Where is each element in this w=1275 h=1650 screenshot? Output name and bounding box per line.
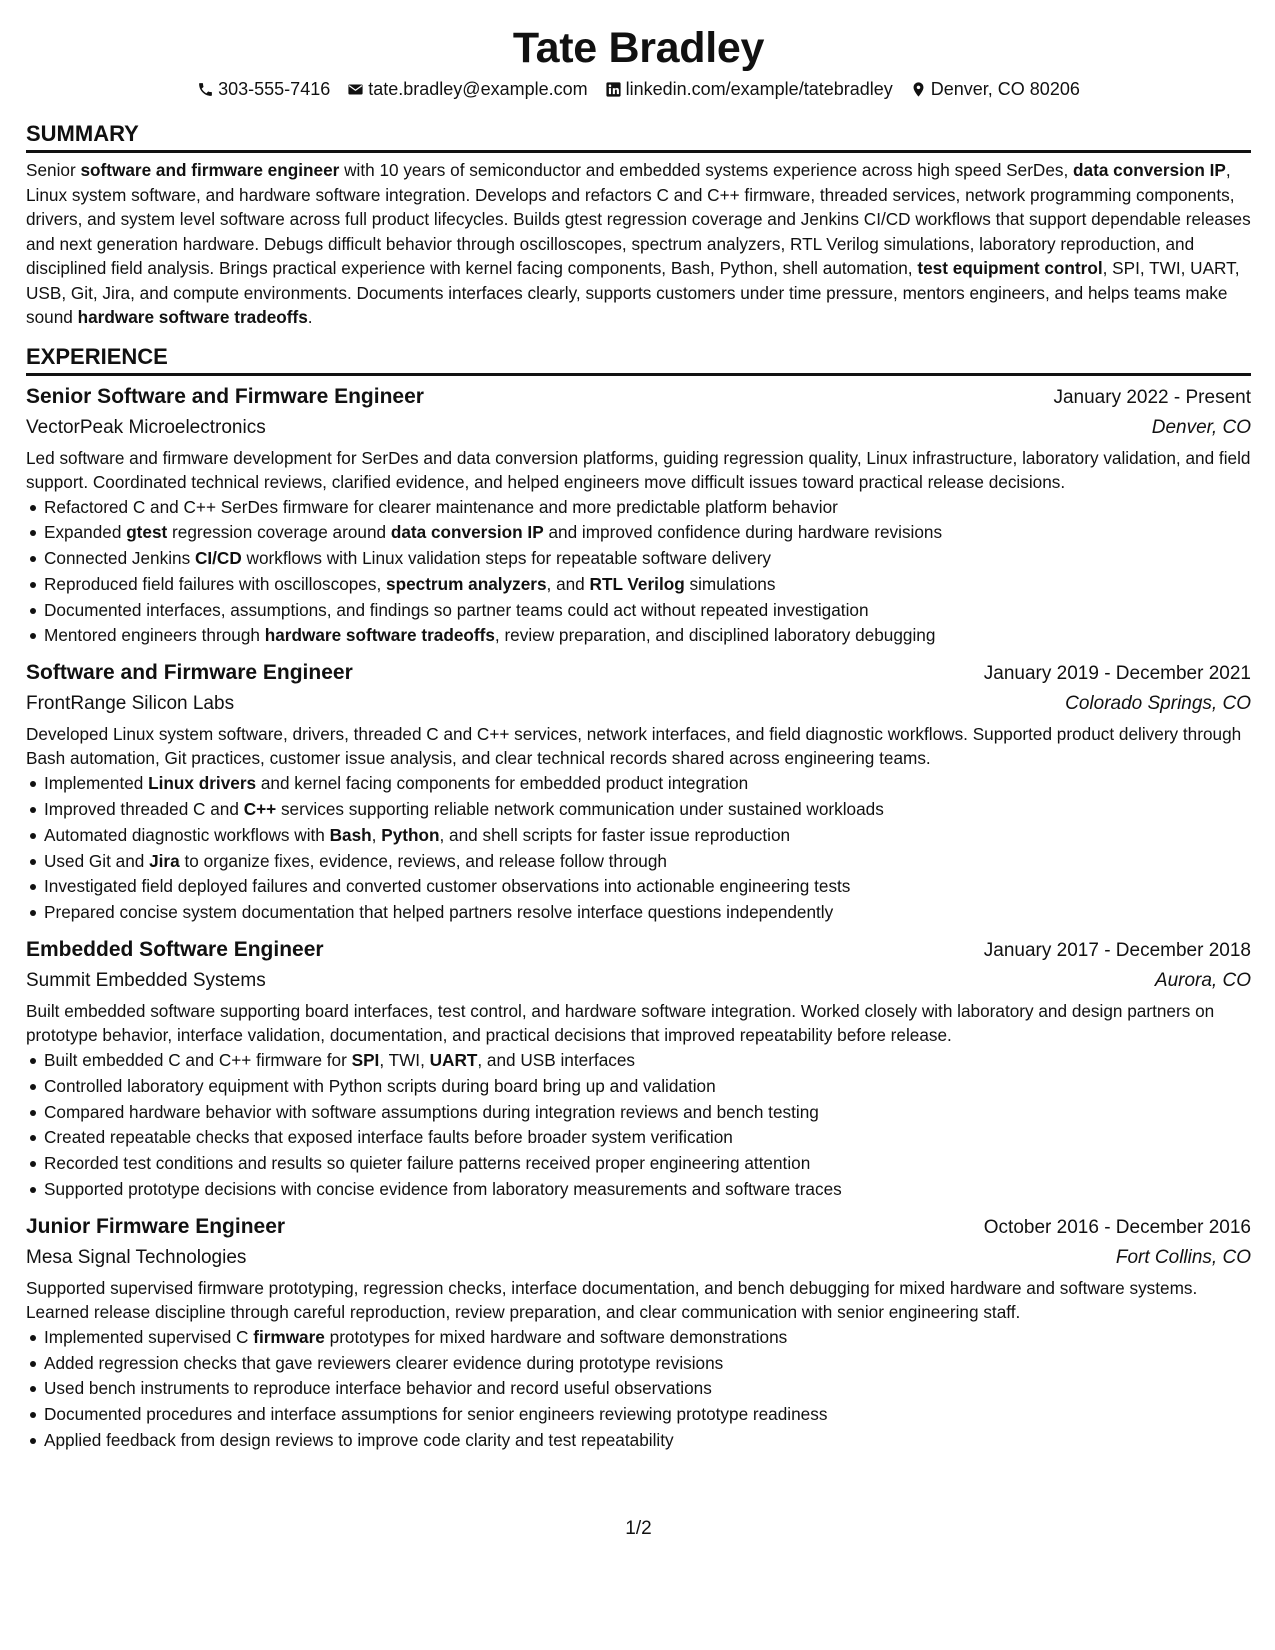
bullet-item: Controlled laboratory equipment with Python scripts during board bring up and validation	[26, 1074, 1251, 1100]
bullet-item: Reproduced field failures with oscilloscopes, spectrum analyzers, and RTL Verilog simulations	[26, 572, 1251, 598]
envelope-icon	[347, 81, 364, 98]
job-company: Mesa Signal Technologies	[26, 1246, 247, 1268]
job-company: FrontRange Silicon Labs	[26, 693, 235, 715]
bullet-item: Created repeatable checks that exposed interface faults before broader system verification	[26, 1125, 1251, 1151]
linkedin-icon	[605, 81, 622, 98]
job-dates: January 2017 - December 2018	[983, 940, 1251, 962]
bullet-item: Used Git and Jira to organize fixes, evidence, reviews, and release follow through	[26, 849, 1251, 875]
bullet-item: Built embedded C and C++ firmware for SPI, TWI, UART, and USB interfaces	[26, 1048, 1251, 1074]
job-location: Denver, CO	[1151, 416, 1251, 438]
bullet-item: Added regression checks that gave reviewers clearer evidence during prototype revisions	[26, 1351, 1251, 1377]
bullet-item: Expanded gtest regression coverage around data conversion IP and improved confidence during hardware revisions	[26, 520, 1251, 546]
job-dates: October 2016 - December 2016	[983, 1216, 1251, 1238]
experience-list	[26, 382, 1251, 1454]
bullet-item: Documented procedures and interface assumptions for senior engineers reviewing prototype readiness	[26, 1402, 1251, 1428]
job-subheader	[26, 1243, 1251, 1273]
bullet-item: Compared hardware behavior with software assumptions during integration reviews and bench testing	[26, 1100, 1251, 1126]
bullet-item: Implemented Linux drivers and kernel facing components for embedded product integration	[26, 771, 1251, 797]
job-company: Summit Embedded Systems	[26, 970, 266, 992]
bullet-item: Connected Jenkins CI/CD workflows with Linux validation steps for repeatable software delivery	[26, 546, 1251, 572]
bullet-item: Implemented supervised C firmware prototypes for mixed hardware and software demonstrations	[26, 1325, 1251, 1351]
map-pin-icon	[910, 81, 927, 98]
contact-linkedin[interactable]	[605, 77, 893, 101]
bullet-item: Applied feedback from design reviews to improve code clarity and test repeatability	[26, 1428, 1251, 1454]
bullet-item: Refactored C and C++ SerDes firmware for clearer maintenance and more predictable platform behavior	[26, 495, 1251, 521]
job-title: Senior Software and Firmware Engineer	[26, 384, 424, 408]
job-bullets	[26, 495, 1251, 650]
bullet-item: Improved threaded C and C++ services supporting reliable network communication under sustained workloads	[26, 797, 1251, 823]
job-description: Supported supervised firmware prototyping, regression checks, interface documentation, and bench debugging for mixed hardware and software systems. Learned release discipline through careful reproduction, review preparation, and clear communication with senior engineering staff.	[26, 1277, 1198, 1322]
job-bullets	[26, 1048, 1251, 1203]
page-number: 1/2	[625, 1518, 652, 1539]
bullet-item: Prepared concise system documentation that helped partners resolve interface questions independently	[26, 900, 1251, 926]
job-dates: January 2019 - December 2021	[983, 663, 1251, 685]
job-location: Fort Collins, CO	[1115, 1246, 1251, 1268]
job-location: Colorado Springs, CO	[1065, 693, 1251, 715]
job-description: Built embedded software supporting board interfaces, test control, and hardware software integration. Worked closely with laboratory and design partners on prototype behavior, interface validation, documentation, and practical decisions that improved repeatability before release.	[26, 1001, 1215, 1046]
job-entry	[26, 935, 1251, 1203]
job-title: Embedded Software Engineer	[26, 938, 324, 962]
job-header	[26, 1212, 1251, 1243]
job-location: Aurora, CO	[1154, 970, 1251, 992]
bullet-item: Automated diagnostic workflows with Bash, Python, and shell scripts for faster issue reproduction	[26, 823, 1251, 849]
bullet-item: Used bench instruments to reproduce interface behavior and record useful observations	[26, 1376, 1251, 1402]
job-entry	[26, 658, 1251, 926]
candidate-name: Tate Bradley	[512, 24, 765, 72]
contact-location	[910, 77, 1080, 101]
summary-heading: SUMMARY	[26, 120, 1251, 153]
email-text[interactable]: tate.bradley@example.com	[368, 79, 588, 99]
job-subheader	[26, 689, 1251, 719]
job-subheader	[26, 413, 1251, 443]
bullet-item: Investigated field deployed failures and converted customer observations into actionable engineering tests	[26, 874, 1251, 900]
job-description: Developed Linux system software, drivers, threaded C and C++ services, network interfaces, and field diagnostic workflows. Supported product delivery through Bash automation, Git practices, customer issue analysis, and clear technical records shared across engineering teams.	[26, 724, 1242, 769]
job-entry	[26, 1212, 1251, 1454]
bullet-item: Documented interfaces, assumptions, and findings so partner teams could act without repeated investigation	[26, 598, 1251, 624]
job-header	[26, 382, 1251, 413]
job-bullets	[26, 771, 1251, 926]
location-text: Denver, CO 80206	[930, 79, 1080, 99]
job-company: VectorPeak Microelectronics	[26, 416, 266, 438]
summary-text: Senior software and firmware engineer with 10 years of semiconductor and embedded systems experience across high speed SerDes, data conversion IP, Linux system software, and hardware software integration. Develops and refactors C and C++ firmware, threaded services, network programming components, drivers, and system level software across full product lifecycles. Builds gtest regression coverage and Jenkins CI/CD workflows that support dependable releases and next generation hardware. Debugs difficult behavior through oscilloscopes, spectrum analyzers, RTL Verilog simulations, laboratory reproduction, and disciplined field analysis. Brings practical experience with kernel facing components, Bash, Python, shell automation, test equipment control, SPI, TWI, UART, USB, Git, Jira, and compute environments. Documents interfaces clearly, supports customers under time pressure, mentors engineers, and helps teams make sound hardware software tradeoffs.	[26, 160, 1251, 327]
phone-icon	[197, 81, 214, 98]
bullet-item: Supported prototype decisions with concise evidence from laboratory measurements and software traces	[26, 1177, 1251, 1203]
job-title: Junior Firmware Engineer	[26, 1214, 286, 1238]
job-bullets	[26, 1325, 1251, 1454]
contact-phone	[197, 77, 330, 101]
job-subheader	[26, 966, 1251, 996]
job-entry	[26, 382, 1251, 650]
contact-email[interactable]	[347, 77, 587, 101]
job-title: Software and Firmware Engineer	[26, 661, 353, 685]
job-dates: January 2022 - Present	[1053, 386, 1251, 408]
experience-heading: EXPERIENCE	[26, 343, 1251, 376]
job-header	[26, 658, 1251, 689]
resume-page	[26, 0, 1251, 1650]
phone-text: 303-555-7416	[218, 79, 331, 99]
job-header	[26, 935, 1251, 966]
bullet-item: Recorded test conditions and results so quieter failure patterns received proper engineering attention	[26, 1151, 1251, 1177]
job-description: Led software and firmware development for SerDes and data conversion platforms, guiding regression quality, Linux infrastructure, laboratory validation, and field support. Coordinated technical reviews, clarified evidence, and helped engineers move difficult issues toward practical release decisions.	[26, 447, 1251, 492]
bullet-item: Mentored engineers through hardware software tradeoffs, review preparation, and disciplined laboratory debugging	[26, 623, 1251, 649]
contact-bar	[26, 77, 1251, 101]
linkedin-text[interactable]: linkedin.com/example/tatebradley	[625, 79, 893, 99]
